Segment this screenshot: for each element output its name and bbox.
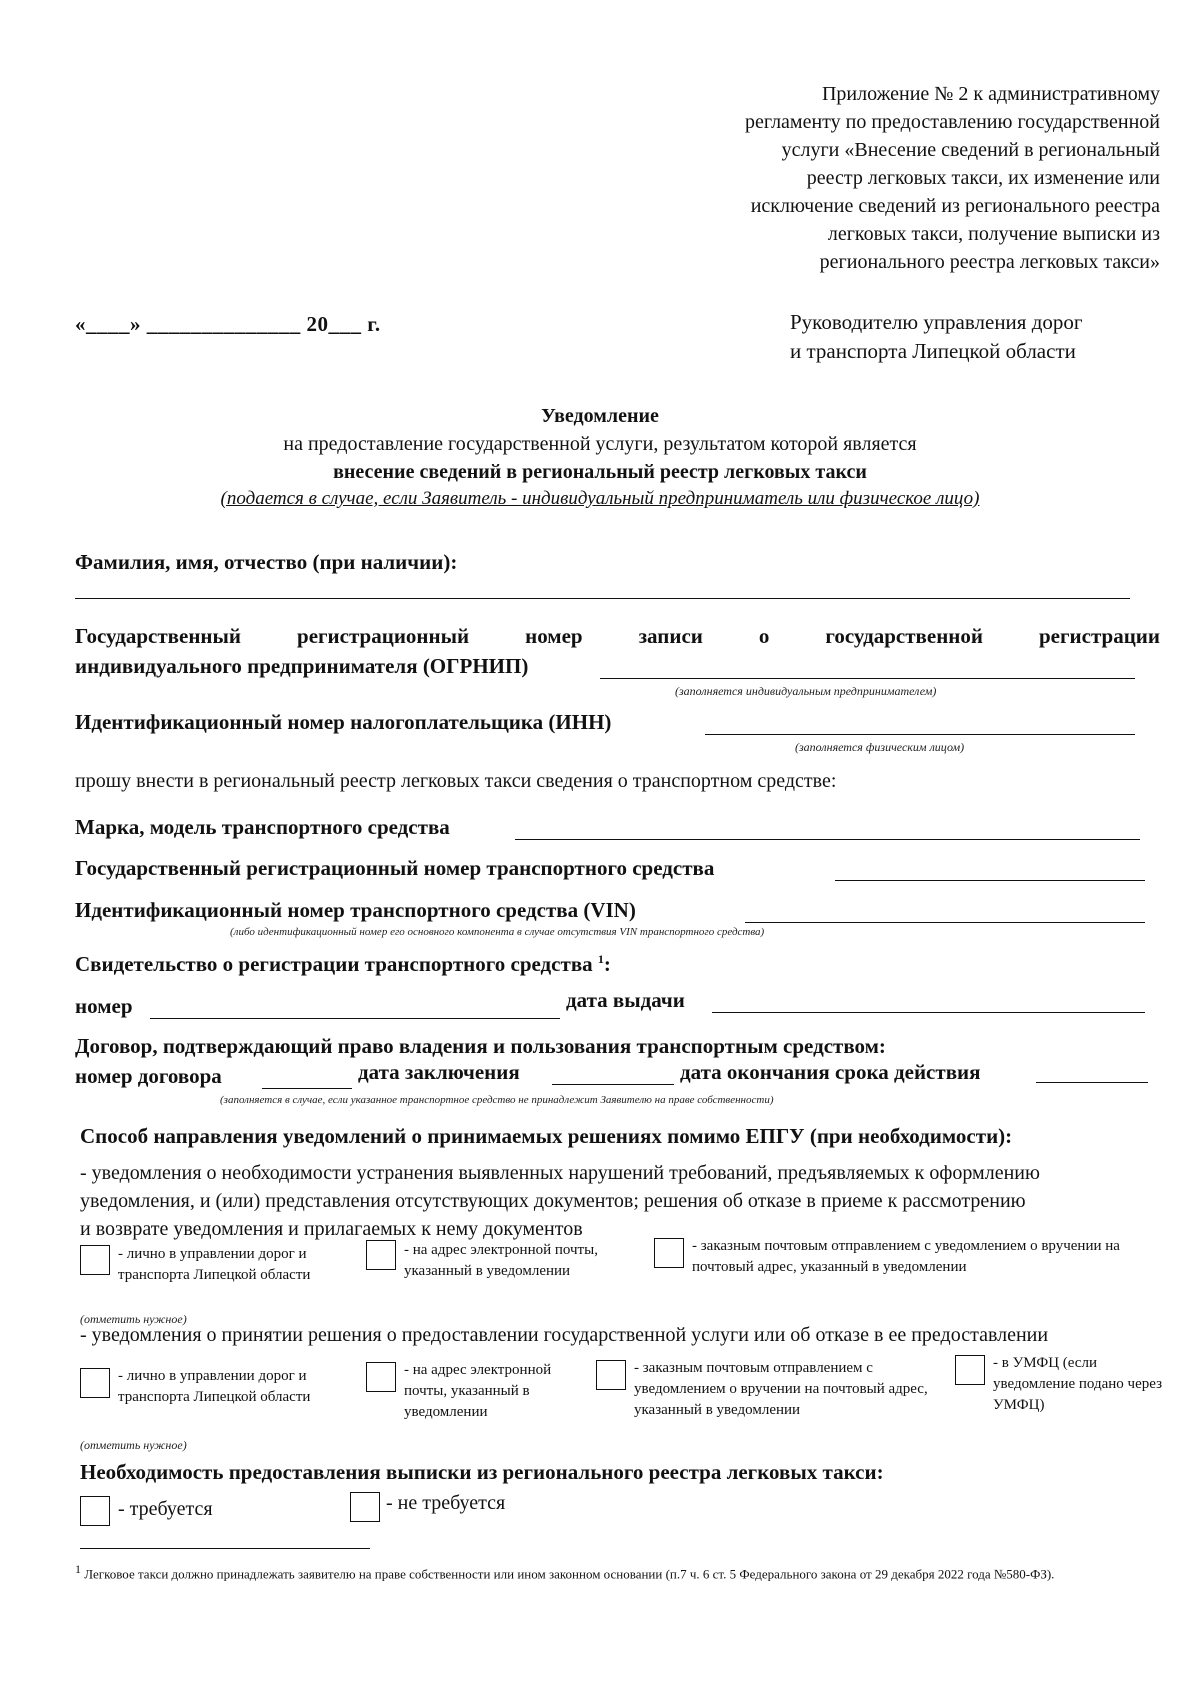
title-note: (подается в случае, если Заявитель - индивидуальный предприниматель или физическое лицо) xyxy=(220,488,980,509)
notifications-heading: Способ направления уведомлений о принимаемых решениях помимо ЕПГУ (при необходимости): xyxy=(80,1124,1013,1148)
option-label: - заказным почтовым отправлением с уведомлением о вручении на почтовый адрес, указанный в уведомлении xyxy=(634,1360,928,1418)
date-field[interactable]: «____» ______________ 20___ г. xyxy=(75,312,381,336)
ogrnip-label: Государственный регистрационный номер записи о государственной регистрации xyxy=(75,624,1160,648)
checkbox-email[interactable] xyxy=(366,1240,396,1270)
annex-header xyxy=(640,80,1160,276)
recipient-line: Руководителю управления дорог xyxy=(790,310,1083,334)
contract-number-label: номер договора xyxy=(75,1064,222,1088)
vin-hint: (либо идентификационный номер его основного компонента в случае отсутствия VIN транспортного средства) xyxy=(230,926,765,938)
mark-note: (отметить нужное) xyxy=(80,1312,187,1326)
option-label: - на адрес электронной почты, указанный в уведомлении xyxy=(404,1362,552,1420)
recipient-line: и транспорта Липецкой области xyxy=(790,339,1076,363)
contract-expiry-input-line[interactable] xyxy=(1036,1082,1148,1083)
vin-input-line[interactable] xyxy=(745,922,1145,923)
checkbox-postal[interactable] xyxy=(596,1360,626,1390)
contract-date-input-line[interactable] xyxy=(552,1084,674,1085)
title-line: внесение сведений в региональный реестр легковых такси xyxy=(333,461,867,483)
annex-line: регионального реестра легковых такси» xyxy=(819,251,1160,273)
annex-line: реестр легковых такси, их изменение или xyxy=(806,167,1160,189)
annex-line: регламенту по предоставлению государственной xyxy=(745,111,1160,133)
option-label: - лично в управлении дорог и транспорта Липецкой области xyxy=(118,1246,311,1283)
brand-label: Марка, модель транспортного средства xyxy=(75,815,450,839)
footnote-ref: 1 xyxy=(597,952,604,966)
ogrnip-label: индивидуального предпринимателя (ОГРНИП) xyxy=(75,654,529,678)
request-text: прошу внести в региональный реестр легковых такси сведения о транспортном средстве: xyxy=(75,770,837,792)
cert-label-text: Свидетельство о регистрации транспортного средства xyxy=(75,952,593,976)
recipient-block xyxy=(790,308,1083,366)
title-heading: Уведомление xyxy=(541,405,659,427)
annex-line: исключение сведений из регионального реестра xyxy=(750,195,1160,217)
contract-number-input-line[interactable] xyxy=(262,1088,352,1089)
regnum-input-line[interactable] xyxy=(835,880,1145,881)
cert-number-label: номер xyxy=(75,994,133,1018)
option-label: - лично в управлении дорог и транспорта Липецкой области xyxy=(118,1368,311,1405)
checkbox-in-person[interactable] xyxy=(80,1245,110,1275)
footnote-divider xyxy=(80,1548,370,1549)
regnum-label: Государственный регистрационный номер транспортного средства xyxy=(75,856,715,880)
mark-note: (отметить нужное) xyxy=(80,1438,187,1452)
annex-line: легковых такси, получение выписки из xyxy=(827,223,1160,245)
option-label: - заказным почтовым отправлением с уведомлением о вручении на почтовый адрес, указанный в уведомлении xyxy=(692,1238,1120,1275)
checkbox-email[interactable] xyxy=(366,1362,396,1392)
checkbox-in-person[interactable] xyxy=(80,1368,110,1398)
cert-label: Свидетельство о регистрации транспортного средства $^1$: xyxy=(75,952,611,976)
inn-label: Идентификационный номер налогоплательщика (ИНН) xyxy=(75,710,612,734)
ogrnip-input-line[interactable] xyxy=(600,678,1135,679)
extract-heading: Необходимость предоставления выписки из регионального реестра легковых такси: xyxy=(80,1460,884,1484)
option-label: - требуется xyxy=(118,1498,213,1520)
group2-text: - уведомления о принятии решения о предоставлении государственной услуги или об отказе в ее предоставлении xyxy=(80,1324,1049,1346)
footnote xyxy=(75,1560,1155,1583)
footnote-mark: 1 xyxy=(75,1562,81,1576)
group1-text: и возврате уведомления и прилагаемых к нему документов xyxy=(80,1218,583,1240)
checkbox-extract-not-required[interactable] xyxy=(350,1492,380,1522)
footnote-text: Легковое такси должно принадлежать заявителю на праве собственности или ином законном основании (п.7 ч. 6 ст. 5 Федерального закона от 29 декабря 2022 года №580-ФЗ). xyxy=(84,1566,1055,1582)
option-label: - в УМФЦ (если уведомление подано через УМФЦ) xyxy=(993,1355,1163,1413)
group1-text: - уведомления о необходимости устранения выявленных нарушений требований, предъявляемых к оформлению xyxy=(80,1162,1040,1184)
cert-issue-input-line[interactable] xyxy=(712,1012,1145,1013)
document-title xyxy=(100,402,1100,512)
fio-input-line[interactable] xyxy=(75,598,1130,599)
brand-input-line[interactable] xyxy=(515,839,1140,840)
title-line: на предоставление государственной услуги, результатом которой является xyxy=(283,433,917,455)
contract-expiry-label: дата окончания срока действия xyxy=(680,1060,981,1084)
ogrnip-hint: (заполняется индивидуальным предпринимателем) xyxy=(675,684,937,698)
option-label: - на адрес электронной почты, указанный в уведомлении xyxy=(404,1242,598,1279)
vin-label: Идентификационный номер транспортного средства (VIN) xyxy=(75,898,636,922)
contract-hint: (заполняется в случае, если указанное транспортное средство не принадлежит Заявителю на праве собственности) xyxy=(220,1094,774,1106)
annex-line: Приложение № 2 к административному xyxy=(821,83,1160,105)
contract-date-label: дата заключения xyxy=(358,1060,520,1084)
contract-label: Договор, подтверждающий право владения и пользования транспортным средством: xyxy=(75,1034,886,1058)
inn-input-line[interactable] xyxy=(705,734,1135,735)
checkbox-extract-required[interactable] xyxy=(80,1496,110,1526)
cert-number-input-line[interactable] xyxy=(150,1018,560,1019)
option-label: - не требуется xyxy=(386,1492,506,1514)
checkbox-mfc[interactable] xyxy=(955,1355,985,1385)
group1-text: уведомления, и (или) представления отсутствующих документов; решения об отказе в приеме к рассмотрению xyxy=(80,1190,1026,1212)
fio-label: Фамилия, имя, отчество (при наличии): xyxy=(75,550,458,574)
cert-issue-label: дата выдачи xyxy=(566,988,685,1012)
checkbox-postal[interactable] xyxy=(654,1238,684,1268)
annex-line: услуги «Внесение сведений в региональный xyxy=(781,139,1160,161)
inn-hint: (заполняется физическим лицом) xyxy=(795,740,965,754)
